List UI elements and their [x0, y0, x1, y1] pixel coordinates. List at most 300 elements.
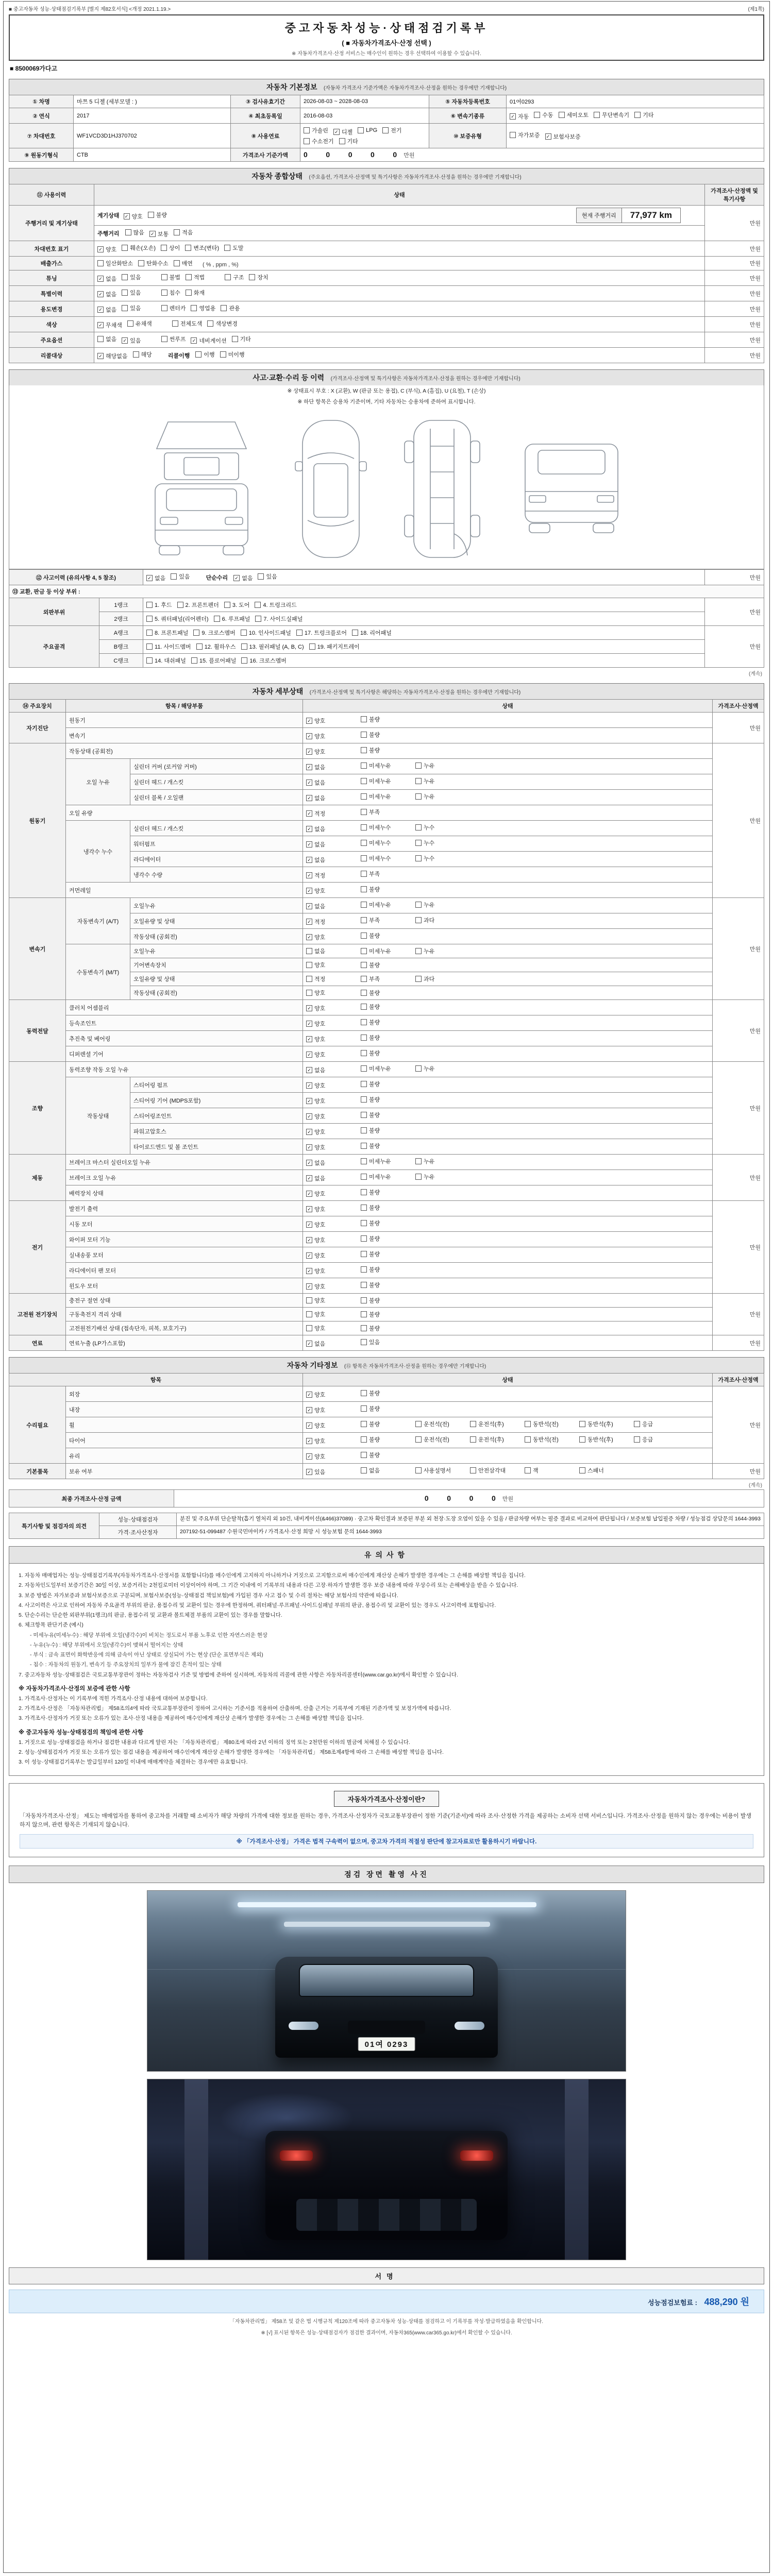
checkbox-checked[interactable]: ✓ [306, 857, 312, 863]
checkbox-checked[interactable]: ✓ [97, 322, 104, 328]
checkbox-option[interactable] [361, 1389, 410, 1397]
checkbox-checked[interactable]: ✓ [306, 764, 312, 770]
checkbox-option[interactable] [177, 601, 219, 609]
checkbox-empty[interactable] [146, 657, 153, 664]
checkbox-option[interactable] [415, 823, 465, 832]
checkbox-empty[interactable] [634, 112, 641, 118]
checkbox-option[interactable] [361, 1111, 410, 1119]
checkbox-empty[interactable] [306, 962, 312, 968]
checkbox-empty[interactable] [361, 1390, 367, 1396]
checkbox-empty[interactable] [361, 1174, 367, 1180]
checkbox-empty[interactable] [127, 320, 133, 327]
checkbox-empty[interactable] [177, 602, 183, 608]
checkbox-empty[interactable] [220, 351, 226, 358]
checkbox-option[interactable] [306, 1112, 356, 1121]
checkbox-empty[interactable] [361, 1452, 367, 1458]
checkbox-option[interactable] [361, 761, 410, 770]
checkbox-option[interactable] [122, 289, 141, 297]
checkbox-option[interactable] [306, 1221, 356, 1229]
checkbox-option[interactable] [214, 615, 250, 623]
checkbox-option[interactable] [415, 1435, 465, 1444]
price-survey-option[interactable]: ( ■ 자동차가격조사·산정 선택 ) [342, 39, 431, 47]
checkbox-empty[interactable] [361, 1421, 367, 1427]
checkbox-empty[interactable] [634, 1436, 640, 1443]
checkbox-checked[interactable]: ✓ [545, 133, 551, 140]
checkbox-option[interactable] [185, 244, 219, 252]
checkbox-option[interactable] [361, 1265, 410, 1274]
checkbox-option[interactable] [361, 1095, 410, 1104]
checkbox-option[interactable] [361, 746, 410, 754]
checkbox-option[interactable] [361, 823, 410, 832]
checkbox-checked[interactable]: ✓ [306, 1206, 312, 1212]
checkbox-option[interactable] [125, 228, 144, 236]
checkbox-checked[interactable]: ✓ [306, 1175, 312, 1181]
checkbox-empty[interactable] [579, 1436, 585, 1443]
checkbox-empty[interactable] [361, 902, 367, 908]
checkbox-option[interactable] [241, 629, 291, 637]
checkbox-checked[interactable]: ✓ [306, 1392, 312, 1398]
checkbox-empty[interactable] [415, 762, 422, 769]
checkbox-option[interactable] [124, 212, 143, 221]
checkbox-empty[interactable] [361, 1311, 367, 1317]
checkbox-option[interactable] [186, 273, 205, 281]
checkbox-option[interactable] [258, 572, 277, 581]
checkbox-empty[interactable] [97, 336, 104, 342]
checkbox-option[interactable] [306, 1035, 356, 1043]
checkbox-empty[interactable] [146, 630, 153, 636]
checkbox-empty[interactable] [361, 1297, 367, 1303]
checkbox-empty[interactable] [579, 1421, 585, 1427]
checkbox-empty[interactable] [415, 778, 422, 784]
checkbox-empty[interactable] [361, 1050, 367, 1056]
checkbox-option[interactable] [224, 244, 243, 252]
checkbox-checked[interactable]: ✓ [306, 1052, 312, 1058]
checkbox-checked[interactable]: ✓ [122, 337, 128, 344]
checkbox-option[interactable] [361, 931, 410, 940]
checkbox-option[interactable] [333, 128, 352, 136]
checkbox-empty[interactable] [534, 112, 540, 118]
checkbox-option[interactable] [149, 230, 169, 238]
checkbox-empty[interactable] [361, 1189, 367, 1195]
checkbox-empty[interactable] [161, 245, 167, 251]
checkbox-option[interactable] [352, 629, 392, 637]
checkbox-empty[interactable] [122, 290, 128, 296]
checkbox-option[interactable] [361, 1157, 410, 1165]
checkbox-checked[interactable]: ✓ [306, 1469, 312, 1475]
checkbox-option[interactable] [306, 1282, 356, 1291]
checkbox-empty[interactable] [361, 917, 367, 923]
checkbox-empty[interactable] [358, 127, 364, 133]
checkbox-option[interactable] [249, 273, 268, 281]
checkbox-option[interactable] [361, 1281, 410, 1289]
checkbox-option[interactable] [97, 352, 128, 360]
checkbox-checked[interactable]: ✓ [306, 1067, 312, 1073]
checkbox-empty[interactable] [352, 630, 358, 636]
checkbox-option[interactable] [361, 1310, 410, 1318]
checkbox-option[interactable] [415, 1466, 465, 1475]
checkbox-empty[interactable] [207, 320, 213, 327]
checkbox-option[interactable] [146, 601, 172, 609]
checkbox-option[interactable] [361, 777, 410, 785]
checkbox-checked[interactable]: ✓ [146, 575, 153, 581]
checkbox-empty[interactable] [174, 229, 180, 235]
checkbox-empty[interactable] [361, 1436, 367, 1443]
checkbox-empty[interactable] [415, 793, 422, 800]
checkbox-option[interactable] [191, 336, 226, 345]
checkbox-empty[interactable] [415, 1436, 422, 1443]
checkbox-empty[interactable] [122, 245, 128, 251]
checkbox-option[interactable] [221, 304, 240, 312]
checkbox-option[interactable] [415, 792, 465, 801]
checkbox-empty[interactable] [361, 1405, 367, 1412]
checkbox-empty[interactable] [361, 809, 367, 815]
checkbox-empty[interactable] [361, 990, 367, 996]
checkbox-option[interactable] [361, 1404, 410, 1413]
checkbox-option[interactable] [579, 1435, 629, 1444]
checkbox-empty[interactable] [361, 1035, 367, 1041]
checkbox-option[interactable] [191, 656, 236, 665]
checkbox-option[interactable] [306, 717, 356, 725]
checkbox-option[interactable] [172, 319, 203, 328]
checkbox-option[interactable] [415, 975, 465, 983]
checkbox-checked[interactable]: ✓ [306, 1252, 312, 1259]
checkbox-option[interactable] [361, 715, 410, 723]
checkbox-option[interactable] [534, 111, 553, 119]
checkbox-option[interactable] [634, 1420, 683, 1428]
checkbox-option[interactable] [470, 1420, 519, 1428]
checkbox-option[interactable] [306, 732, 356, 740]
checkbox-option[interactable] [306, 825, 356, 833]
checkbox-option[interactable] [361, 1064, 410, 1073]
checkbox-option[interactable] [361, 1080, 410, 1088]
checkbox-option[interactable] [306, 1081, 356, 1090]
checkbox-empty[interactable] [361, 1235, 367, 1242]
checkbox-option[interactable] [306, 809, 356, 818]
checkbox-empty[interactable] [339, 138, 345, 144]
checkbox-empty[interactable] [361, 1143, 367, 1149]
checkbox-option[interactable] [122, 273, 141, 281]
checkbox-checked[interactable]: ✓ [97, 353, 104, 359]
checkbox-empty[interactable] [146, 643, 153, 650]
checkbox-checked[interactable]: ✓ [97, 307, 104, 313]
checkbox-option[interactable] [361, 870, 410, 878]
checkbox-empty[interactable] [122, 305, 128, 311]
checkbox-empty[interactable] [415, 917, 422, 923]
checkbox-option[interactable] [97, 290, 116, 298]
checkbox-option[interactable] [579, 1420, 629, 1428]
checkbox-empty[interactable] [255, 602, 261, 608]
checkbox-option[interactable] [133, 350, 152, 359]
checkbox-empty[interactable] [470, 1436, 476, 1443]
checkbox-option[interactable] [361, 1142, 410, 1150]
checkbox-option[interactable] [193, 629, 235, 637]
checkbox-option[interactable] [361, 1338, 410, 1346]
checkbox-empty[interactable] [241, 630, 247, 636]
checkbox-option[interactable] [122, 304, 141, 312]
checkbox-empty[interactable] [415, 855, 422, 861]
checkbox-option[interactable] [306, 1066, 356, 1074]
checkbox-option[interactable] [361, 1049, 410, 1057]
checkbox-empty[interactable] [361, 976, 367, 982]
checkbox-checked[interactable]: ✓ [510, 113, 516, 120]
checkbox-checked[interactable]: ✓ [306, 810, 312, 817]
checkbox-empty[interactable] [361, 1339, 367, 1345]
checkbox-option[interactable] [306, 1391, 356, 1399]
checkbox-option[interactable] [382, 126, 401, 134]
checkbox-empty[interactable] [361, 948, 367, 954]
checkbox-option[interactable] [525, 1466, 574, 1475]
checkbox-empty[interactable] [148, 212, 154, 218]
checkbox-checked[interactable]: ✓ [306, 1113, 312, 1120]
checkbox-empty[interactable] [232, 336, 238, 342]
checkbox-option[interactable] [361, 1250, 410, 1258]
checkbox-option[interactable] [306, 1190, 356, 1198]
checkbox-empty[interactable] [361, 1205, 367, 1211]
checkbox-empty[interactable] [225, 274, 231, 280]
checkbox-empty[interactable] [361, 1282, 367, 1288]
checkbox-option[interactable] [361, 1033, 410, 1042]
checkbox-option[interactable] [361, 916, 410, 924]
checkbox-empty[interactable] [306, 1311, 312, 1317]
checkbox-option[interactable] [233, 574, 253, 582]
checkbox-option[interactable] [510, 112, 529, 121]
checkbox-empty[interactable] [525, 1467, 531, 1473]
checkbox-option[interactable] [127, 319, 152, 328]
checkbox-option[interactable] [306, 887, 356, 895]
checkbox-empty[interactable] [196, 643, 203, 650]
checkbox-option[interactable] [171, 572, 190, 581]
checkbox-checked[interactable]: ✓ [306, 1144, 312, 1150]
checkbox-empty[interactable] [415, 948, 422, 954]
checkbox-option[interactable] [146, 574, 165, 582]
checkbox-empty[interactable] [361, 840, 367, 846]
checkbox-empty[interactable] [470, 1421, 476, 1427]
checkbox-option[interactable] [358, 127, 377, 133]
checkbox-option[interactable] [415, 854, 465, 862]
checkbox-option[interactable] [415, 1064, 465, 1073]
checkbox-option[interactable] [161, 244, 180, 252]
checkbox-option[interactable] [361, 839, 410, 847]
checkbox-option[interactable] [306, 1437, 356, 1445]
checkbox-checked[interactable]: ✓ [306, 718, 312, 724]
checkbox-checked[interactable]: ✓ [306, 779, 312, 786]
checkbox-empty[interactable] [361, 933, 367, 939]
checkbox-empty[interactable] [161, 274, 167, 280]
checkbox-empty[interactable] [415, 1174, 422, 1180]
checkbox-option[interactable] [306, 1004, 356, 1012]
checkbox-option[interactable] [146, 642, 191, 651]
checkbox-option[interactable] [361, 1466, 410, 1475]
checkbox-option[interactable] [306, 856, 356, 864]
checkbox-empty[interactable] [255, 616, 261, 622]
checkbox-checked[interactable]: ✓ [306, 1237, 312, 1243]
checkbox-option[interactable] [306, 871, 356, 879]
checkbox-empty[interactable] [525, 1436, 531, 1443]
checkbox-option[interactable] [634, 111, 653, 119]
checkbox-option[interactable] [220, 350, 245, 359]
checkbox-checked[interactable]: ✓ [306, 1422, 312, 1429]
checkbox-option[interactable] [361, 1018, 410, 1026]
checkbox-empty[interactable] [185, 245, 191, 251]
checkbox-option[interactable] [306, 1421, 356, 1430]
checkbox-empty[interactable] [122, 274, 128, 280]
checkbox-option[interactable] [634, 1435, 683, 1444]
checkbox-empty[interactable] [306, 976, 312, 982]
checkbox-option[interactable] [306, 1296, 356, 1304]
checkbox-checked[interactable]: ✓ [306, 934, 312, 940]
checkbox-option[interactable] [545, 132, 581, 141]
checkbox-empty[interactable] [174, 260, 180, 266]
checkbox-checked[interactable]: ✓ [306, 1098, 312, 1104]
checkbox-option[interactable] [415, 1420, 465, 1428]
checkbox-option[interactable] [306, 947, 356, 955]
checkbox-empty[interactable] [559, 112, 565, 118]
checkbox-option[interactable] [161, 304, 186, 312]
checkbox-empty[interactable] [382, 127, 389, 133]
checkbox-option[interactable] [361, 989, 410, 997]
checkbox-option[interactable] [306, 1050, 356, 1059]
checkbox-empty[interactable] [191, 305, 197, 311]
checkbox-empty[interactable] [361, 716, 367, 722]
checkbox-option[interactable] [161, 273, 180, 281]
checkbox-option[interactable] [309, 642, 360, 651]
checkbox-checked[interactable]: ✓ [306, 826, 312, 832]
checkbox-option[interactable] [306, 933, 356, 941]
checkbox-option[interactable] [525, 1435, 574, 1444]
checkbox-checked[interactable]: ✓ [306, 1268, 312, 1274]
checkbox-empty[interactable] [258, 573, 264, 580]
checkbox-option[interactable] [97, 275, 116, 283]
checkbox-empty[interactable] [415, 902, 422, 908]
checkbox-option[interactable] [241, 656, 286, 665]
checkbox-option[interactable] [306, 778, 356, 787]
checkbox-option[interactable] [174, 259, 193, 267]
checkbox-option[interactable] [415, 777, 465, 785]
checkbox-empty[interactable] [361, 1158, 367, 1164]
checkbox-empty[interactable] [361, 1251, 367, 1257]
checkbox-option[interactable] [148, 211, 167, 219]
checkbox-option[interactable] [296, 629, 347, 637]
checkbox-option[interactable] [361, 1204, 410, 1212]
checkbox-option[interactable] [361, 961, 410, 969]
checkbox-empty[interactable] [309, 643, 315, 650]
checkbox-option[interactable] [361, 1296, 410, 1304]
checkbox-option[interactable] [306, 918, 356, 926]
checkbox-option[interactable] [361, 885, 410, 893]
checkbox-empty[interactable] [579, 1467, 585, 1473]
checkbox-checked[interactable]: ✓ [233, 575, 240, 581]
checkbox-option[interactable] [255, 615, 303, 623]
checkbox-option[interactable] [559, 111, 589, 119]
checkbox-empty[interactable] [415, 1158, 422, 1164]
checkbox-option[interactable] [361, 901, 410, 909]
checkbox-empty[interactable] [361, 1096, 367, 1103]
checkbox-checked[interactable]: ✓ [306, 903, 312, 909]
checkbox-option[interactable] [361, 854, 410, 862]
checkbox-option[interactable] [579, 1466, 629, 1475]
checkbox-option[interactable] [306, 1324, 356, 1332]
checkbox-checked[interactable]: ✓ [306, 733, 312, 739]
checkbox-checked[interactable]: ✓ [306, 872, 312, 878]
checkbox-empty[interactable] [146, 602, 153, 608]
checkbox-option[interactable] [361, 808, 410, 816]
checkbox-option[interactable] [306, 1020, 356, 1028]
checkbox-checked[interactable]: ✓ [306, 1082, 312, 1089]
checkbox-empty[interactable] [361, 732, 367, 738]
checkbox-option[interactable] [191, 304, 215, 312]
checkbox-option[interactable] [306, 1174, 356, 1182]
checkbox-option[interactable] [306, 840, 356, 849]
checkbox-empty[interactable] [161, 336, 167, 342]
checkbox-empty[interactable] [361, 1112, 367, 1118]
checkbox-option[interactable] [138, 259, 169, 267]
checkbox-empty[interactable] [172, 320, 178, 327]
checkbox-option[interactable] [196, 642, 236, 651]
checkbox-option[interactable] [207, 319, 238, 328]
checkbox-option[interactable] [361, 1219, 410, 1227]
checkbox-option[interactable] [361, 1188, 410, 1196]
checkbox-option[interactable] [161, 335, 186, 343]
checkbox-option[interactable] [306, 1159, 356, 1167]
checkbox-option[interactable] [306, 1468, 356, 1476]
checkbox-empty[interactable] [361, 886, 367, 892]
checkbox-option[interactable] [361, 1003, 410, 1011]
checkbox-option[interactable] [224, 601, 249, 609]
checkbox-empty[interactable] [133, 351, 139, 358]
checkbox-empty[interactable] [191, 657, 197, 664]
checkbox-option[interactable] [361, 1173, 410, 1181]
checkbox-checked[interactable]: ✓ [306, 1160, 312, 1166]
checkbox-checked[interactable]: ✓ [306, 1005, 312, 1011]
checkbox-option[interactable] [470, 1466, 519, 1475]
checkbox-option[interactable] [306, 763, 356, 771]
checkbox-empty[interactable] [415, 840, 422, 846]
checkbox-option[interactable] [97, 335, 116, 343]
checkbox-option[interactable] [306, 1205, 356, 1213]
checkbox-checked[interactable]: ✓ [124, 213, 130, 219]
checkbox-empty[interactable] [415, 1421, 422, 1427]
checkbox-empty[interactable] [195, 351, 201, 358]
checkbox-checked[interactable]: ✓ [306, 749, 312, 755]
checkbox-empty[interactable] [171, 573, 177, 580]
checkbox-option[interactable] [146, 656, 186, 665]
checkbox-option[interactable] [306, 1143, 356, 1151]
checkbox-empty[interactable] [361, 855, 367, 861]
checkbox-option[interactable] [225, 273, 244, 281]
checkbox-checked[interactable]: ✓ [97, 276, 104, 282]
checkbox-checked[interactable]: ✓ [306, 1129, 312, 1135]
checkbox-empty[interactable] [361, 1467, 367, 1473]
checkbox-empty[interactable] [224, 602, 230, 608]
checkbox-empty[interactable] [470, 1467, 476, 1473]
checkbox-option[interactable] [195, 350, 214, 359]
checkbox-empty[interactable] [361, 1127, 367, 1133]
checkbox-option[interactable] [361, 1234, 410, 1243]
checkbox-empty[interactable] [361, 1220, 367, 1226]
checkbox-checked[interactable]: ✓ [306, 919, 312, 925]
checkbox-empty[interactable] [161, 305, 167, 311]
checkbox-option[interactable] [525, 1420, 574, 1428]
checkbox-empty[interactable] [146, 616, 153, 622]
checkbox-empty[interactable] [634, 1421, 640, 1427]
checkbox-empty[interactable] [221, 305, 227, 311]
checkbox-option[interactable] [306, 1128, 356, 1136]
checkbox-empty[interactable] [296, 630, 303, 636]
checkbox-option[interactable] [232, 335, 251, 343]
checkbox-option[interactable] [361, 1126, 410, 1134]
checkbox-checked[interactable]: ✓ [97, 291, 104, 297]
checkbox-empty[interactable] [361, 1325, 367, 1331]
